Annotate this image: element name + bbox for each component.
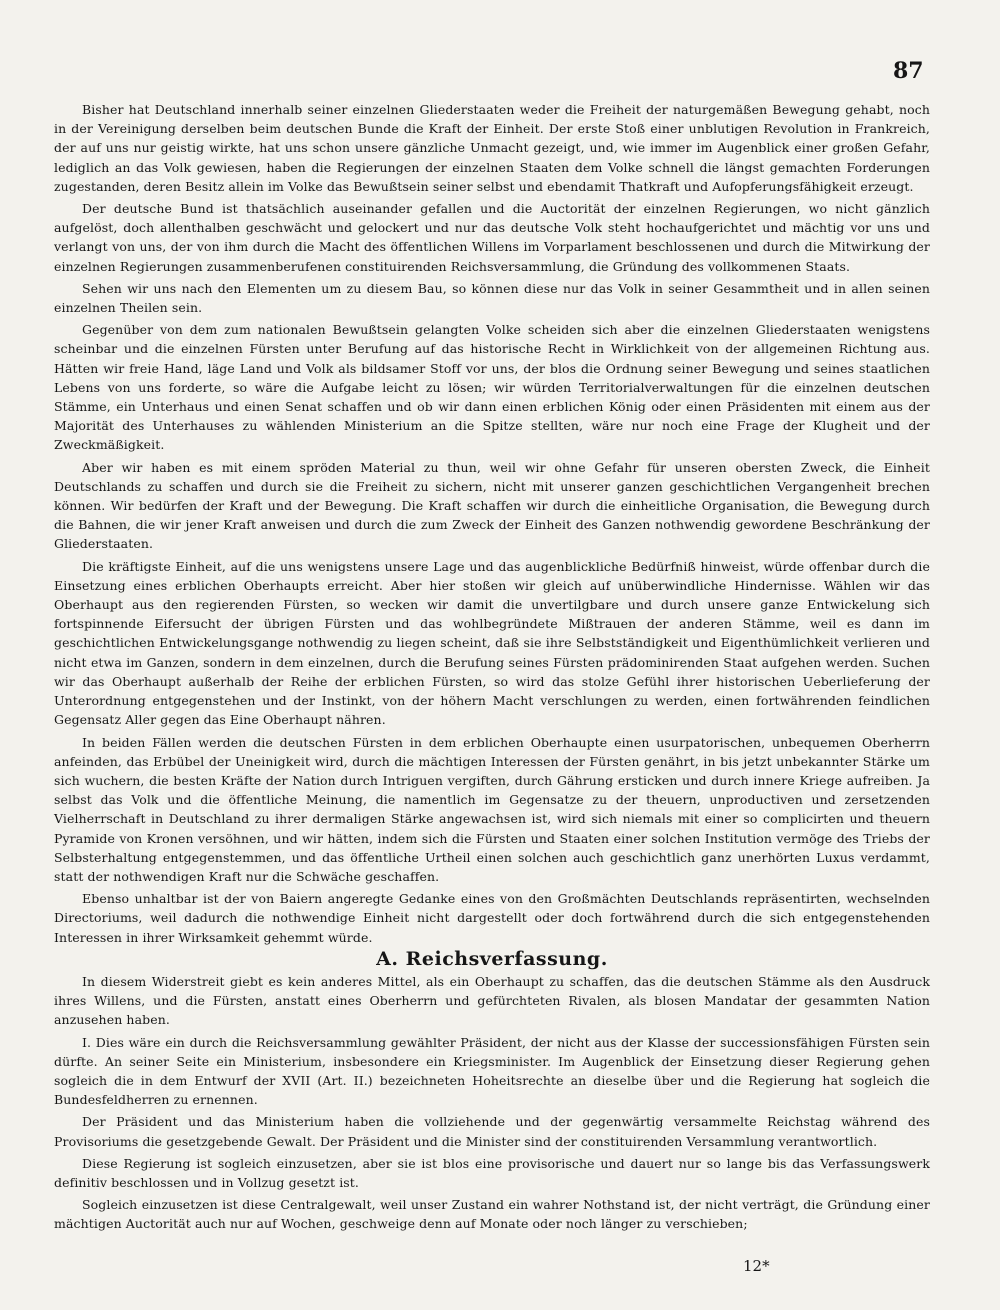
paragraph: Der Präsident und das Ministerium haben die vollziehende und der gegenwärtig versammelte Reichstag während des Provisoriums die gesetzgebende Gewalt. Der Präsident und die Minister sind der constituirenden Versammlung verantwortlich. bbox=[54, 1114, 930, 1149]
signature-mark: 12* bbox=[743, 1257, 770, 1275]
paragraph: Die kräftigste Einheit, auf die uns wenigstens unsere Lage und das augenblickliche Bedürfniß hinweist, würde offenbar durch die Einsetzung eines erblichen Oberhaupts erreicht. Aber hier stoßen wir gleich auf unüberwindliche Hindernisse. Wählen wir das Oberhaupt aus den regierenden Fürsten, so wecken wir damit die unvertilgbare und durch unsere ganze Entwickelung sich fortspinnende Eifersucht der übrigen Fürsten und das wohlbegründete Mißtrauen der anderen Stämme, weil es dann im geschichtlichen Entwickelungsgange nothwendig zu liegen scheint, daß sie ihre Selbstständigkeit und Eigenthümlichkeit verlieren und nicht etwa im Ganzen, sondern in dem einzelnen, durch die Berufung seines Fürsten prädominirenden Staat aufgehen werden. Suchen wir das Oberhaupt außerhalb der Reihe der erblichen Fürsten, so wird das stolze Gefühl ihrer historischen Ueberlieferung der Unterordnung entgegenstehen und der Instinkt, von der höhern Macht verschlungen zu werden, einen fortwährenden feindlichen Gegensatz Aller gegen das Eine Oberhaupt nähren. bbox=[54, 558, 930, 728]
body-text bbox=[54, 100, 930, 1237]
paragraph: Gegenüber von dem zum nationalen Bewußtsein gelangten Volke scheiden sich aber die einzelnen Gliederstaaten wenigstens scheinbar und die einzelnen Fürsten unter Berufung auf das historische Recht in Wirklichkeit von der allgemeinen Richtung aus. Hätten wir freie Hand, läge Land und Volk als bildsamer Stoff vor uns, der blos die Ordnung seiner Bewegung und seines staatlichen Lebens von uns forderte, so wäre die Aufgabe leicht zu lösen; wir würden Territorialverwaltungen für die einzelnen deutschen Stämme, ein Unterhaus und einen Senat schaffen und ob wir dann einen erblichen König oder einen Präsidenten mit einem aus der Majorität des Unterhauses zu wählenden Ministerium an die Spitze stellten, wäre nur noch eine Frage der Klugheit und der Zweckmäßigkeit. bbox=[54, 322, 930, 453]
paragraph: Ebenso unhaltbar ist der von Baiern angeregte Gedanke eines von den Großmächten Deutschlands repräsentirten, wechselnden Directoriums, weil dadurch die nothwendige Einheit nicht dargestellt oder doch fortwährend durch die sich entgegenstehenden Interessen in ihrer Wirksamkeit gehemmt würde. bbox=[54, 891, 930, 945]
page-number: 87 bbox=[893, 58, 924, 84]
paragraph: In diesem Widerstreit giebt es kein anderes Mittel, als ein Oberhaupt zu schaffen, das die deutschen Stämme als den Ausdruck ihres Willens, und die Fürsten, anstatt eines Oberherrn und gefürchteten Rivalen, als blosen Mandatar der gesammten Nation anzusehen haben. bbox=[54, 973, 930, 1028]
paragraph: I. Dies wäre ein durch die Reichsversammlung gewählter Präsident, der nicht aus der Klasse der successionsfähigen Fürsten sein dürfte. An seiner Seite ein Ministerium, insbesondere ein Kriegsminister. Im Augenblick der Einsetzung dieser Regierung gehen sogleich die in dem Entwurf der XVII (Art. II.) bezeichneten Hoheitsrechte an dieselbe über und die Regierung hat sogleich die Bundesfeldherren zu ernennen. bbox=[54, 1034, 930, 1108]
paragraph: Diese Regierung ist sogleich einzusetzen, aber sie ist blos eine provisorische und dauert nur so lange bis das Verfassungswerk definitiv beschlossen und in Vollzug gesetzt ist. bbox=[54, 1155, 930, 1190]
paragraph: Aber wir haben es mit einem spröden Material zu thun, weil wir ohne Gefahr für unseren obersten Zweck, die Einheit Deutschlands zu schaffen und durch sie die Freiheit zu sichern, nicht mit unserer ganzen geschichtlichen Vergangenheit brechen können. Wir bedürfen der Kraft und der Bewegung. Die Kraft schaffen wir durch die einheitliche Organisation, die Bewegung durch die Bahnen, die wir jener Kraft anweisen und durch die zum Zweck der Einheit des Ganzen nothwendig gewordene Beschränkung der Gliederstaaten. bbox=[54, 459, 930, 552]
paragraph: Der deutsche Bund ist thatsächlich auseinander gefallen und die Auctorität der einzelnen Regierungen, wo nicht gänzlich aufgelöst, doch allenthalben geschwächt und gelockert und nur das deutsche Volk steht hochaufgerichtet und mächtig vor uns und verlangt von uns, der von ihm durch die Macht des öffentlichen Willens im Vorparlament beschlossenen und durch die Mitwirkung der einzelnen Regierungen zusammenberufenen constituirenden Reichsversammlung, die Gründung des vollkommenen Staats. bbox=[54, 201, 930, 274]
paragraph: Bisher hat Deutschland innerhalb seiner einzelnen Gliederstaaten weder die Freiheit der naturgemäßen Bewegung gehabt, noch in der Vereinigung derselben beim deutschen Bunde die Kraft der Einheit. Der erste Stoß einer unblutigen Revolution in Frankreich, der auf uns nur geistig wirkte, hat uns schon unsere gänzliche Unmacht gezeigt, und, wie immer im Augenblick einer großen Gefahr, lediglich an das Volk gewiesen, haben die Regierungen der einzelnen Staaten dem Volke schnell die längst gemachten Forderungen zugestanden, deren Besitz allein im Volke das Bewußtsein seiner selbst und ebendamit Thatkraft und Aufopferungsfähigkeit erzeugt. bbox=[54, 102, 930, 194]
paragraph: Sehen wir uns nach den Elementen um zu diesem Bau, so können diese nur das Volk in seiner Gesammtheit und in allen seinen einzelnen Theilen sein. bbox=[54, 280, 930, 316]
paragraph: In beiden Fällen werden die deutschen Fürsten in dem erblichen Oberhaupte einen usurpatorischen, unbequemen Oberherrn anfeinden, das Erbübel der Uneinigkeit wird, durch die mächtigen Interessen der Fürsten genährt, in bis jetzt unbekannter Stärke um sich wuchern, die besten Kräfte der Nation durch Intriguen vergiften, durch Gährung ersticken und durch innere Kriege aufreiben. Ja selbst das Volk und die öffentliche Meinung, die namentlich im Gegensatze zu der theuern, unproductiven und zersetzenden Vielherrschaft in Deutschland zu ihrer dermaligen Stärke angewachsen ist, wird sich niemals mit einer so complicirten und theuern Pyramide von Kronen versöhnen, und wir hätten, indem sich die Fürsten und Staaten einer solchen Institution vermöge des Triebs der Selbsterhaltung entgegenstemmen, und das öffentliche Urtheil einen solchen auch geschichtlich ganz unerhörten Luxus verdammt, statt der nothwendigen Kraft nur die Schwäche geschaffen. bbox=[54, 734, 930, 884]
paragraph: Sogleich einzusetzen ist diese Centralgewalt, weil unser Zustand ein wahrer Nothstand ist, der nicht verträgt, die Gründung einer mächtigen Auctorität auch nur auf Wochen, geschweige denn auf Monate oder noch länger zu verschieben; bbox=[54, 1197, 930, 1232]
section-heading: A. Reichsverfassung. bbox=[376, 947, 608, 970]
